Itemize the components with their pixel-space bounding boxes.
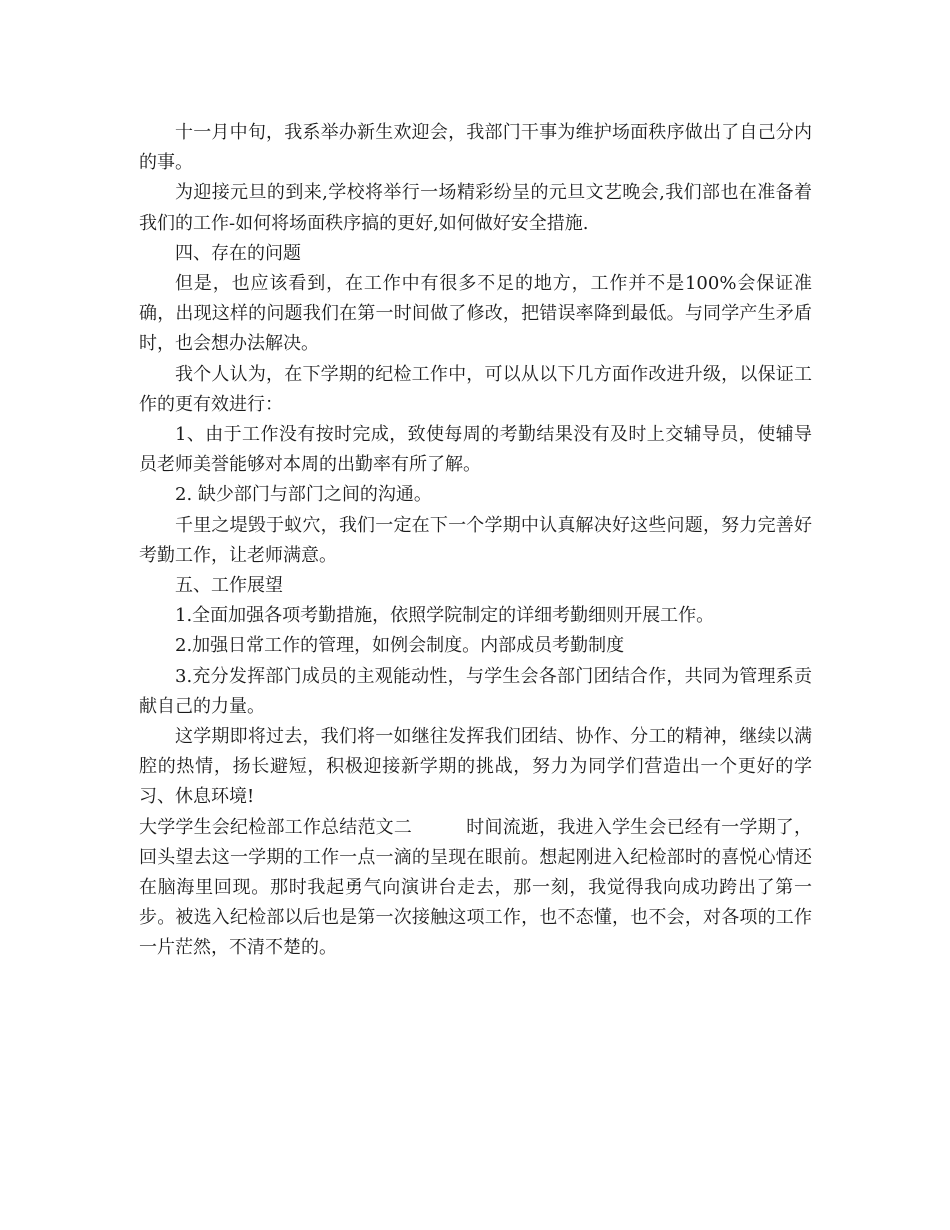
section-heading: 五、工作展望 — [175, 575, 283, 597]
list-item: 2. 缺少部门与部门之间的沟通。 — [175, 484, 432, 506]
paragraph: 我个人认为，在下学期的纪检工作中，可以从以下几方面作改进升级，以保证工作的更有效进行： — [139, 363, 812, 415]
section-body: 时间流逝，我进入学生会已经有一学期了，回头望去这一学期的工作一点一滴的呈现在眼前。想起刚进入纪检部时的喜悦心情还在脑海里回现。那时我起勇气向演讲台走去，那一刻，我觉得我向成功跨出了第一步。被选入纪检部以后也是第一次接触这项工作，也不态懂，也不会，对各项的工作一片茫然，不清不楚的。 — [139, 816, 813, 959]
paragraph: 这学期即将过去，我们将一如继往发挥我们团结、协作、分工的精神，继续以满腔的热情，扬长避短，积极迎接新学期的挑战，努力为同学们营造出一个更好的学习、休息环境! — [139, 726, 812, 808]
list-item: 1.全面加强各项考勤措施，依照学院制定的详细考勤细则开展工作。 — [175, 605, 715, 627]
list-item: 3.充分发挥部门成员的主观能动性，与学生会各部门团结合作，共同为管理系贡献自己的力量。 — [139, 665, 812, 717]
document-body — [139, 118, 812, 964]
paragraph: 千里之堤毁于蚁穴，我们一定在下一个学期中认真解决好这些问题，努力完善好考勤工作，让老师满意。 — [139, 514, 812, 566]
paragraph: 但是，也应该看到，在工作中有很多不足的地方，工作并不是100%会保证准确，出现这样的问题我们在第一时间做了修改，把错误率降到最低。与同学产生矛盾时，也会想办法解决。 — [139, 273, 812, 355]
list-item: 1、由于工作没有按时完成，致使每周的考勤结果没有及时上交辅导员，使辅导员老师美誉能够对本周的出勤率有所了解。 — [139, 424, 812, 476]
paragraph: 十一月中旬，我系举办新生欢迎会，我部门干事为维护场面秩序做出了自己分内的事。 — [139, 122, 812, 174]
list-item: 2.加强日常工作的管理，如例会制度。内部成员考勤制度 — [175, 635, 625, 657]
section-heading: 四、存在的问题 — [175, 242, 301, 264]
paragraph: 为迎接元旦的到来,学校将举行一场精彩纷呈的元旦文艺晚会,我们部也在准备着我们的工作-如何将场面秩序搞的更好,如何做好安全措施. — [139, 182, 812, 234]
section-title: 大学学生会纪检部工作总结范文二 — [139, 816, 413, 838]
section-paragraph — [139, 813, 812, 964]
